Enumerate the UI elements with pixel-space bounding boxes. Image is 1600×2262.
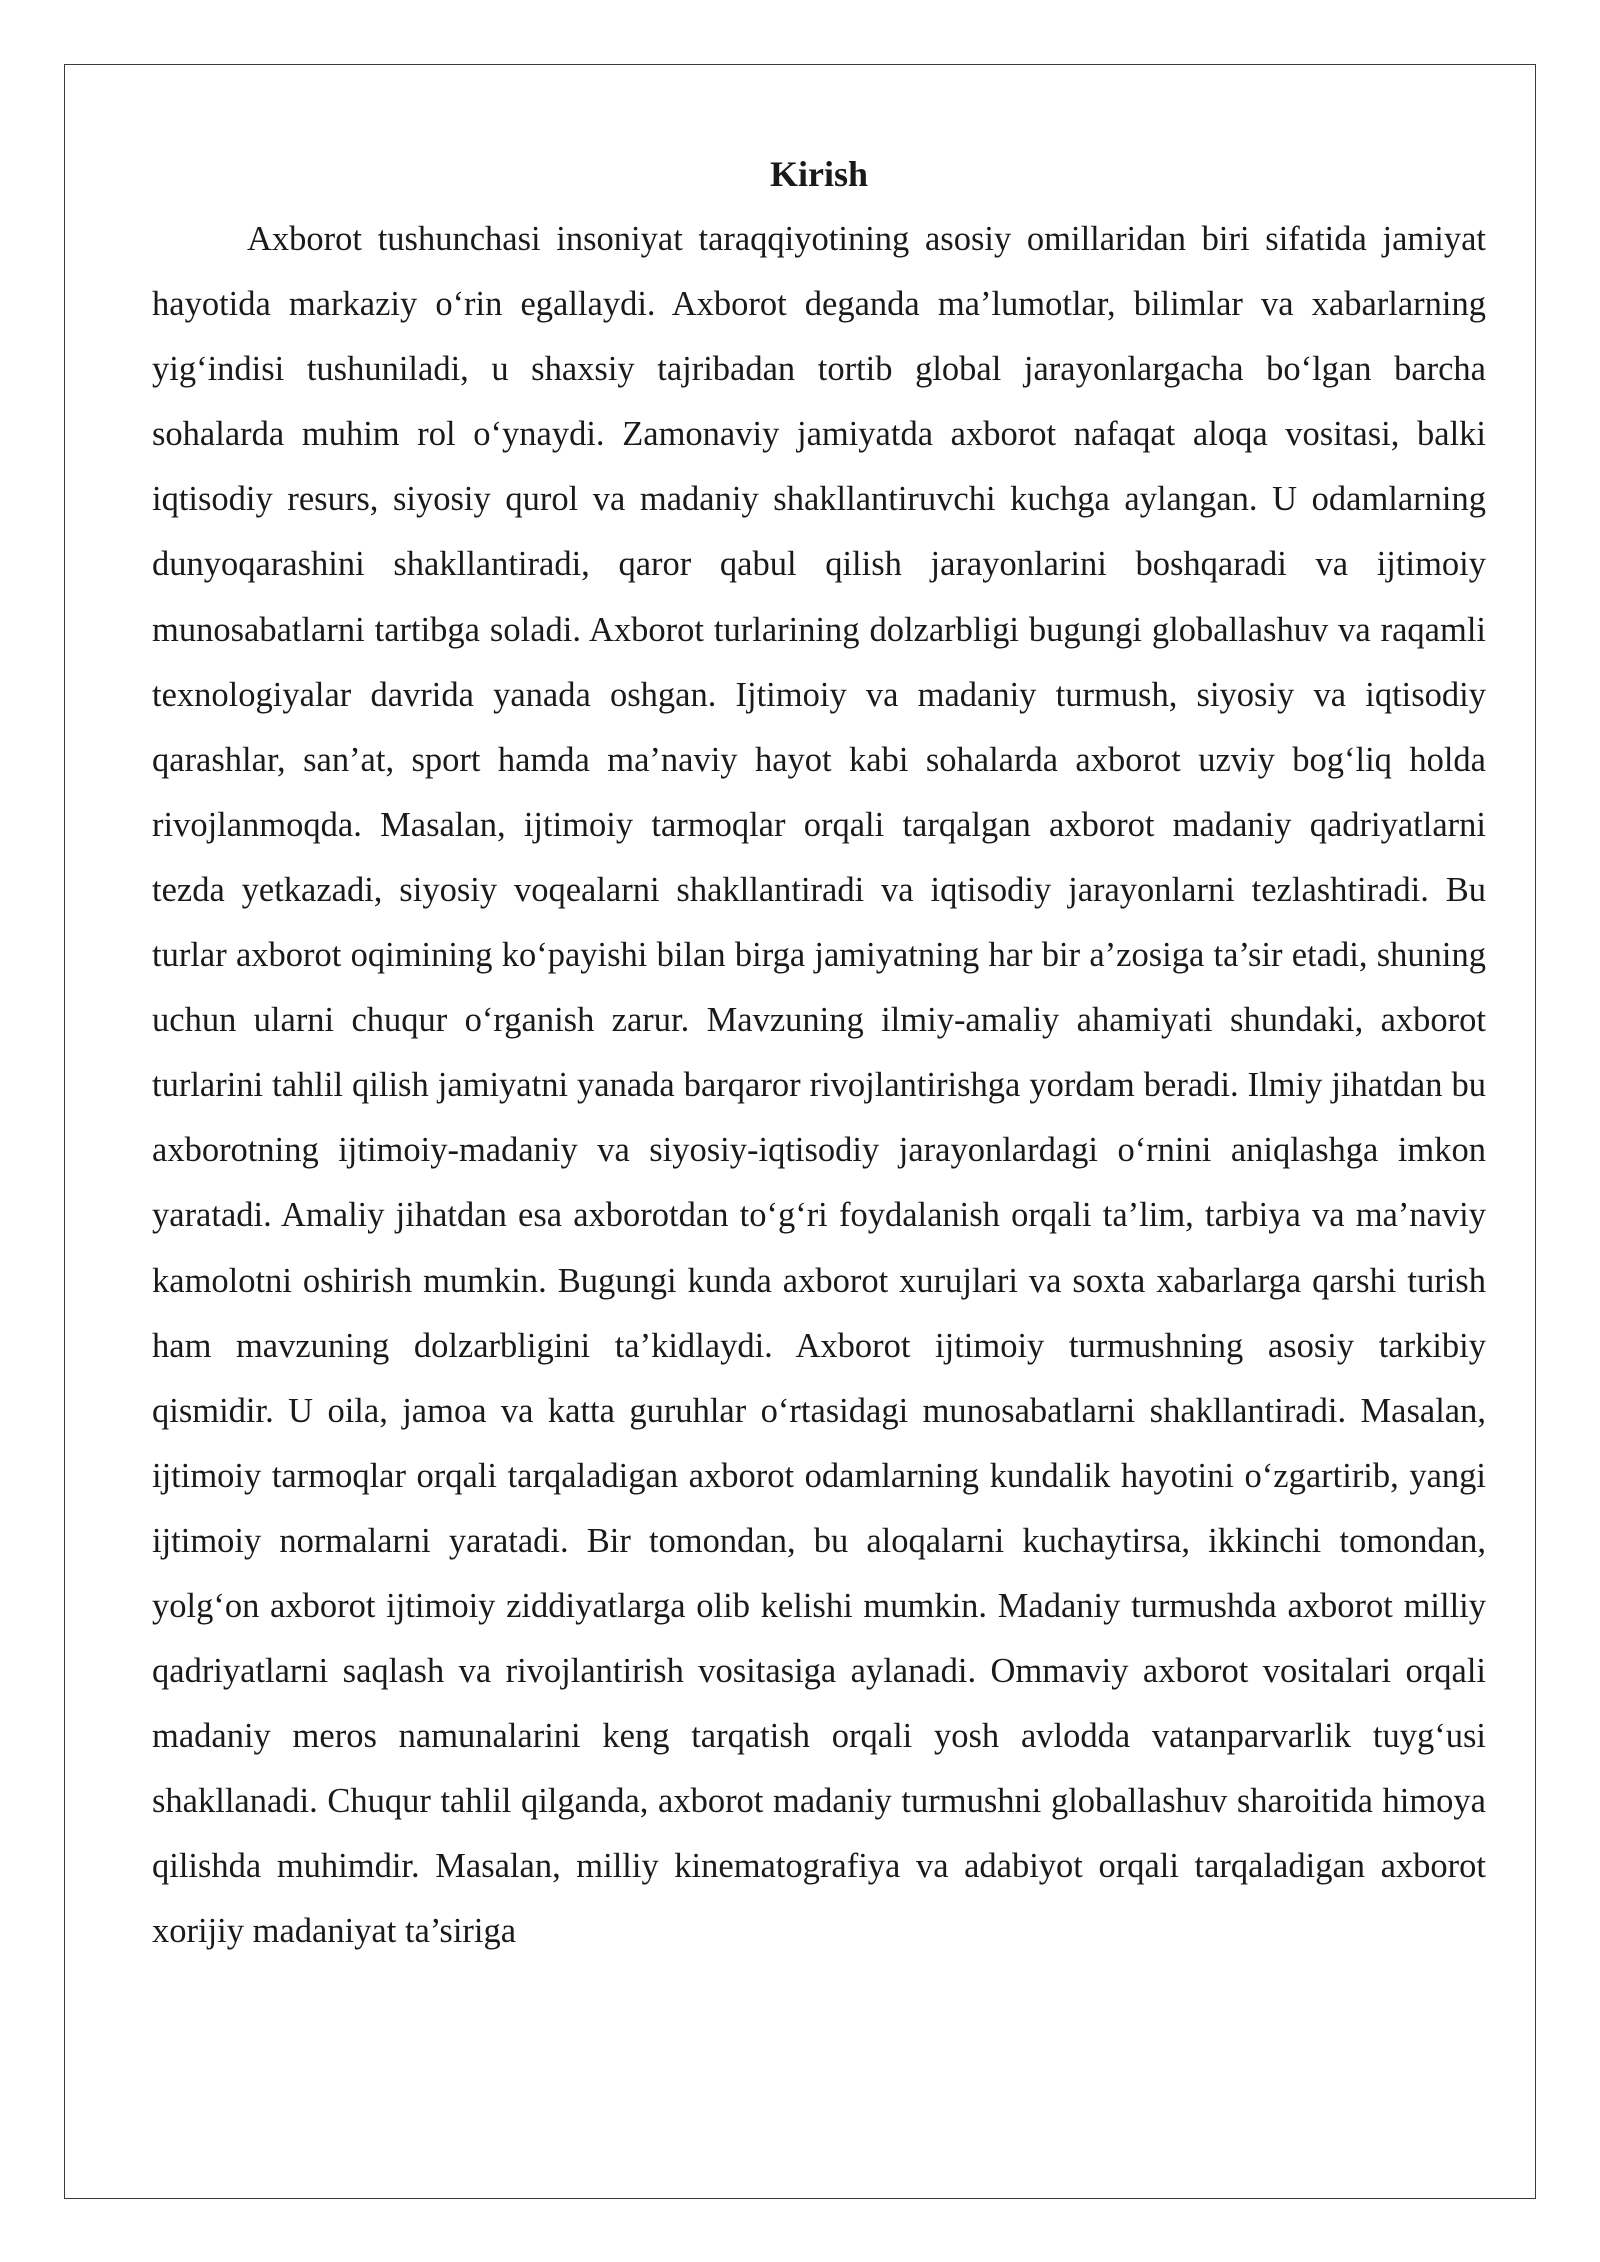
section-title: Kirish xyxy=(769,154,868,194)
body-paragraph: Axborot tushunchasi insoniyat taraqqiyotining asosiy omillaridan biri sifatida jamiyat hayotida markaziy o‘rin egallaydi. Axborot deganda ma’lumotlar, bilimlar va xabarlarning yig‘indisi tushuniladi, u shaxsiy tajribadan tortib global jarayonlargacha bo‘lgan barcha sohalarda muhim rol o‘ynaydi. Zamonaviy jamiyatda axborot nafaqat aloqa vositasi, balki iqtisodiy resurs, siyosiy qurol va madaniy shakllantiruvchi kuchga aylangan. U odamlarning dunyoqarashini shakllantiradi, qaror qabul qilish jarayonlarini boshqaradi va ijtimoiy munosabatlarni tartibga soladi. Axborot turlarining dolzarbligi bugungi globallashuv va raqamli texnologiyalar davrida yanada oshgan. Ijtimoiy va madaniy turmush, siyosiy va iqtisodiy qarashlar, san’at, sport hamda ma’naviy hayot kabi sohalarda axborot uzviy bog‘liq holda rivojlanmoqda. Masalan, ijtimoiy tarmoqlar orqali tarqalgan axborot madaniy qadriyatlarni tezda yetkazadi, siyosiy voqealarni shakllantiradi va iqtisodiy jarayonlarni tezlashtiradi. Bu turlar axborot oqimining ko‘payishi bilan birga jamiyatning har bir a’zosiga ta’sir etadi, shuning uchun ularni chuqur o‘rganish zarur. Mavzuning ilmiy-amaliy ahamiyati shundaki, axborot turlarini tahlil qilish jamiyatni yanada barqaror rivojlantirishga yordam beradi. Ilmiy jihatdan bu axborotning ijtimoiy-madaniy va siyosiy-iqtisodiy jarayonlardagi o‘rnini aniqlashga imkon yaratadi. Amaliy jihatdan esa axborotdan to‘g‘ri foydalanish orqali ta’lim, tarbiya va ma’naviy kamolotni oshirish mumkin. Bugungi kunda axborot xurujlari va soxta xabarlarga qarshi turish ham mavzuning dolzarbligini ta’kidlaydi. Axborot ijtimoiy turmushning asosiy tarkibiy qismidir. U oila, jamoa va katta guruhlar o‘rtasidagi munosabatlarni shakllantiradi. Masalan, ijtimoiy tarmoqlar orqali tarqaladigan axborot odamlarning kundalik hayotini o‘zgartirib, yangi ijtimoiy normalarni yaratadi. Bir tomondan, bu aloqalarni kuchaytirsa, ikkinchi tomondan, yolg‘on axborot ijtimoiy ziddiyatlarga olib kelishi mumkin. Madaniy turmushda axborot milliy qadriyatlarni saqlash va rivojlantirish vositasiga aylanadi. Ommaviy axborot vositalari orqali madaniy meros namunalarini keng tarqatish orqali yosh avlodda vatanparvarlik tuyg‘usi shakllanadi. Chuqur tahlil qilganda, axborot madaniy turmushni globallashuv sharoitida himoya qilishda muhimdir. Masalan, milliy kinematografiya va adabiyot orqali tarqaladigan axborot xorijiy madaniyat ta’siriga xyxy=(152,220,1486,1951)
document-body xyxy=(152,142,1486,1965)
